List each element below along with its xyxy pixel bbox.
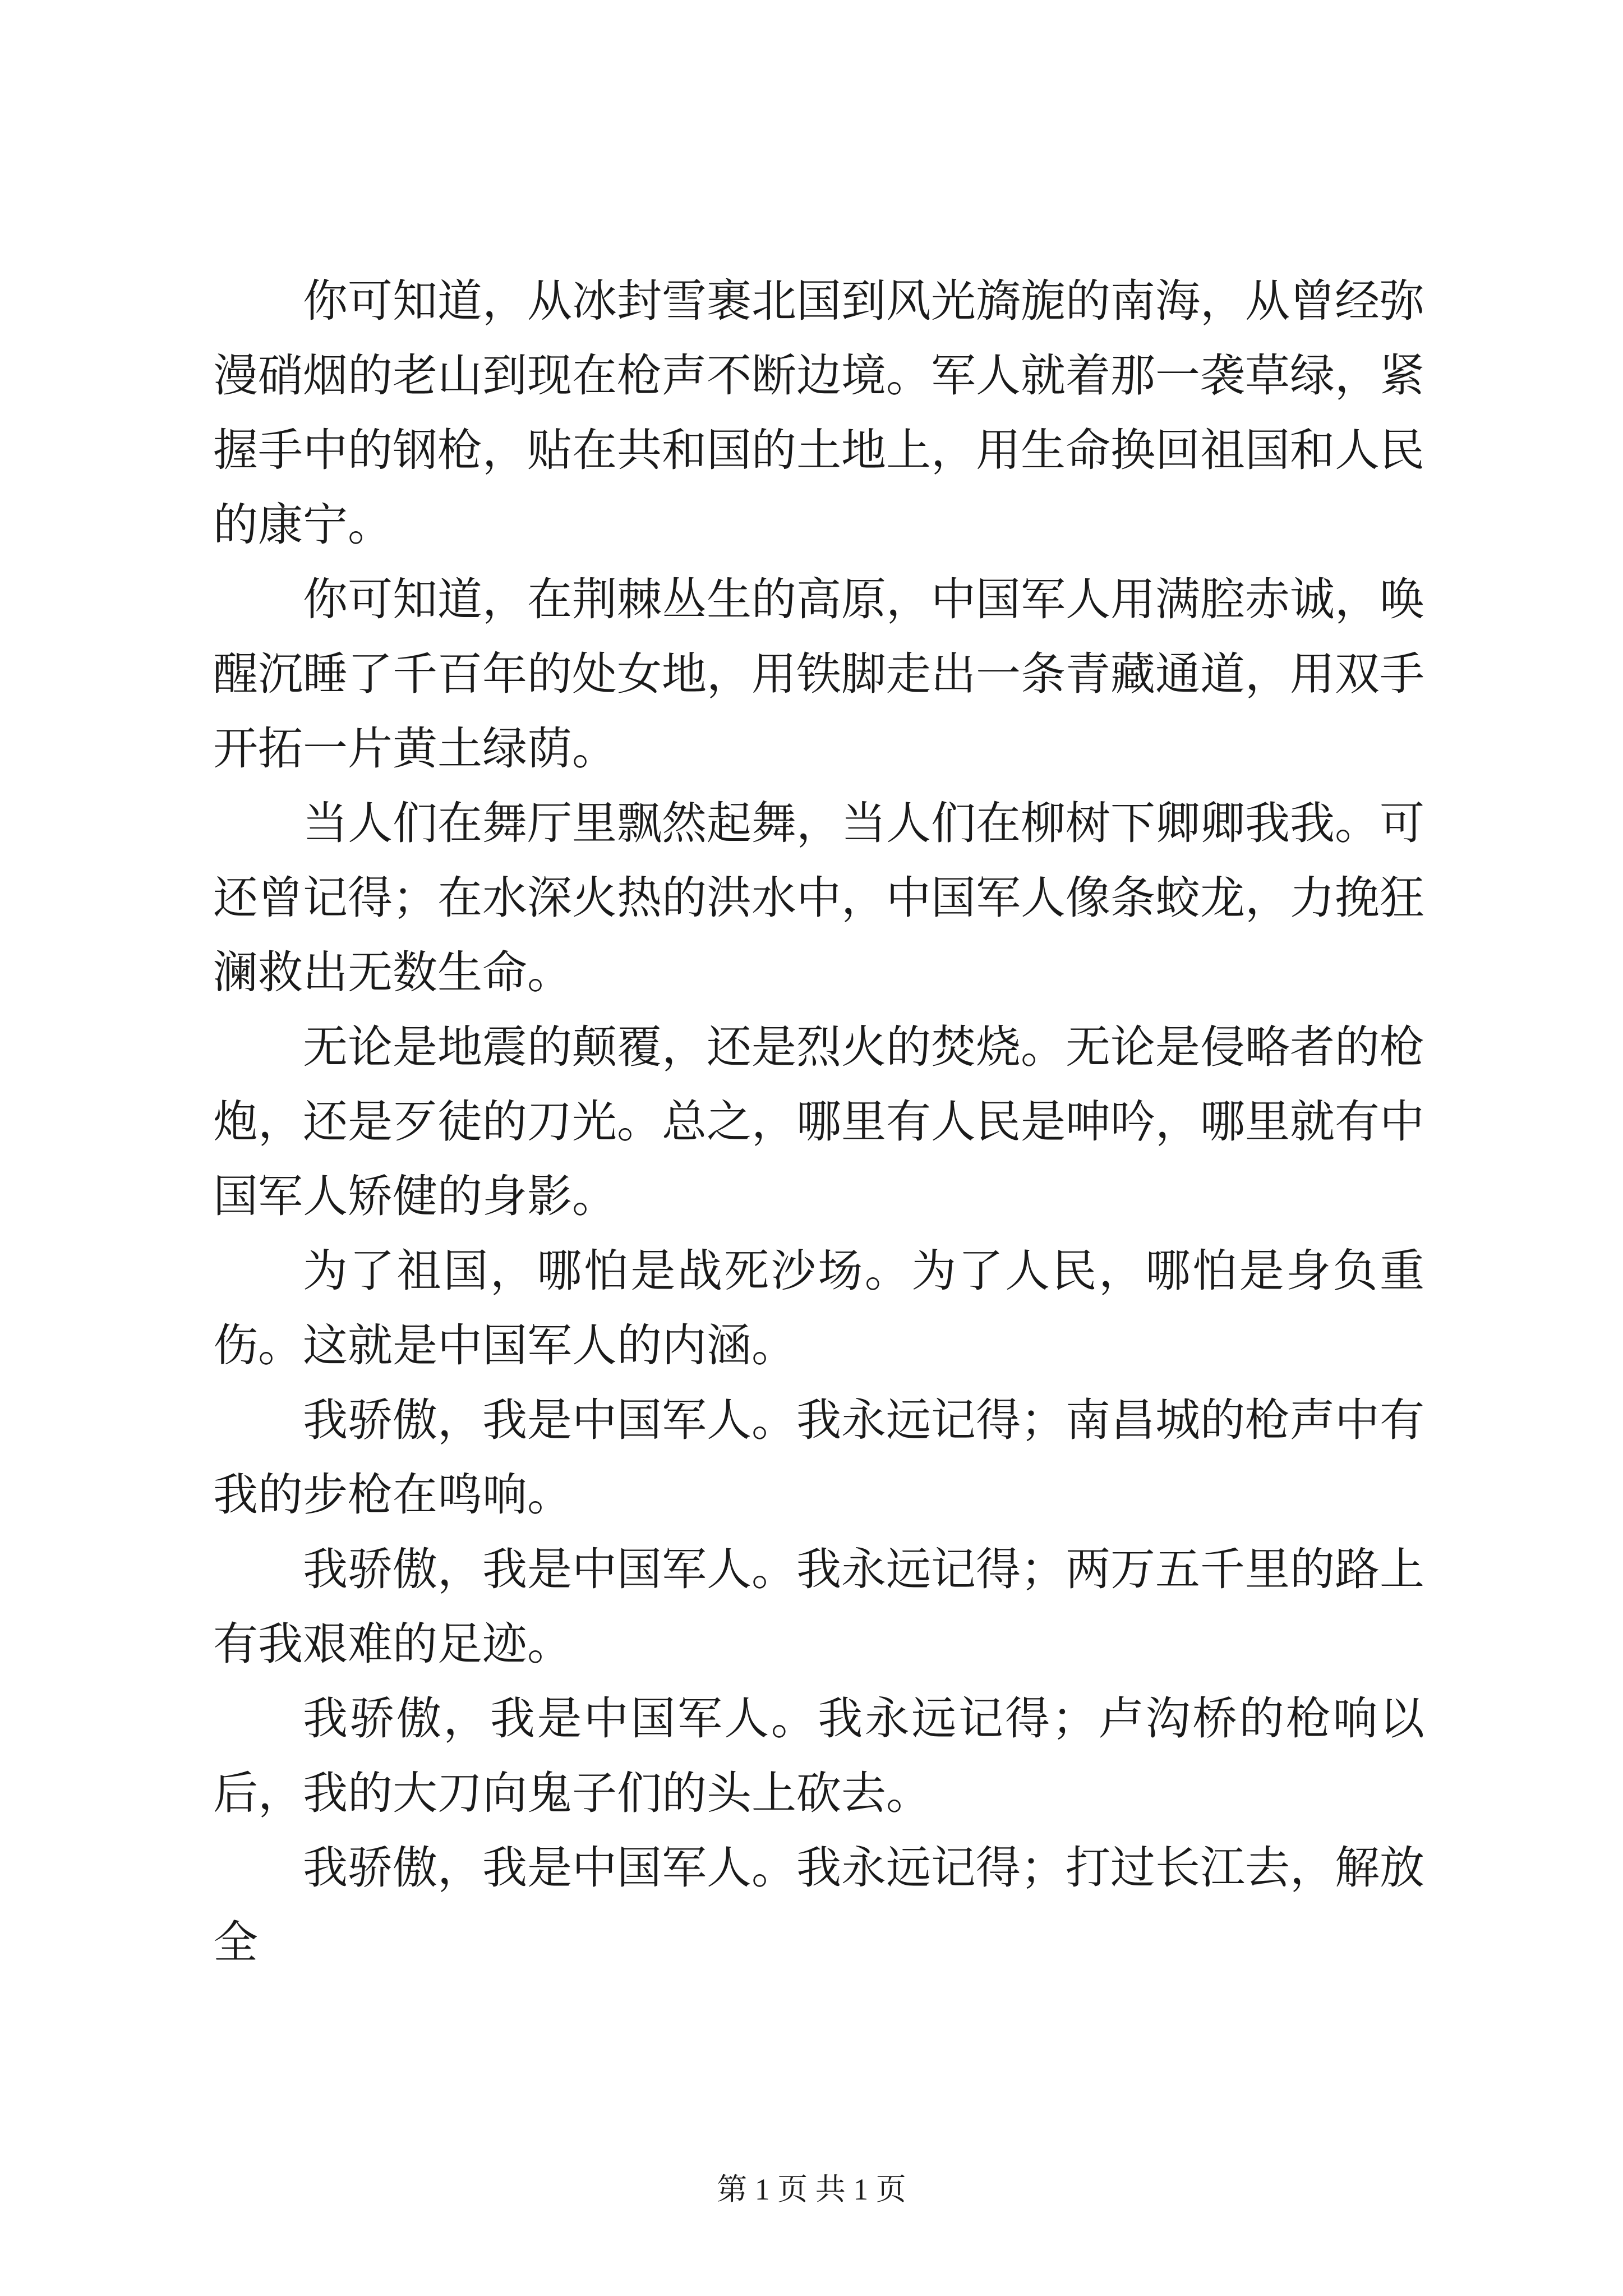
paragraph: 无论是地震的颠覆，还是烈火的焚烧。无论是侵略者的枪炮，还是歹徒的刀光。总之，哪里有人民是呻吟，哪里就有中国军人矫健的身影。 — [213, 1021, 1424, 1222]
paragraph: 我骄傲，我是中国军人。我永远记得；打过长江去，解放全 — [213, 1842, 1424, 1968]
paragraph: 你可知道，在荆棘丛生的高原，中国军人用满腔赤诚，唤醒沉睡了千百年的处女地，用铁脚走出一条青藏通道，用双手开拓一片黄土绿荫。 — [213, 573, 1424, 775]
document-body — [213, 264, 1424, 1980]
paragraph: 你可知道，从冰封雪裹北国到风光旖旎的南海，从曾经弥漫硝烟的老山到现在枪声不断边境。军人就着那一袭草绿，紧握手中的钢枪，贴在共和国的土地上，用生命换回祖国和人民的康宁。 — [213, 275, 1424, 551]
paragraph: 当人们在舞厅里飘然起舞，当人们在柳树下卿卿我我。可还曾记得；在水深火热的洪水中，中国军人像条蛟龙，力挽狂澜救出无数生命。 — [213, 797, 1424, 999]
paragraph: 我骄傲，我是中国军人。我永远记得；南昌城的枪声中有我的步枪在鸣响。 — [213, 1394, 1424, 1521]
paragraph: 我骄傲，我是中国军人。我永远记得；两万五千里的路上有我艰难的足迹。 — [213, 1543, 1424, 1670]
page-footer — [0, 2170, 1623, 2209]
page-number-label: 第 1 页 共 1 页 — [717, 2173, 906, 2206]
paragraph: 我骄傲，我是中国军人。我永远记得；卢沟桥的枪响以后，我的大刀向鬼子们的头上砍去。 — [213, 1692, 1424, 1819]
paragraph: 为了祖国，哪怕是战死沙场。为了人民，哪怕是身负重伤。这就是中国军人的内涵。 — [213, 1245, 1424, 1372]
